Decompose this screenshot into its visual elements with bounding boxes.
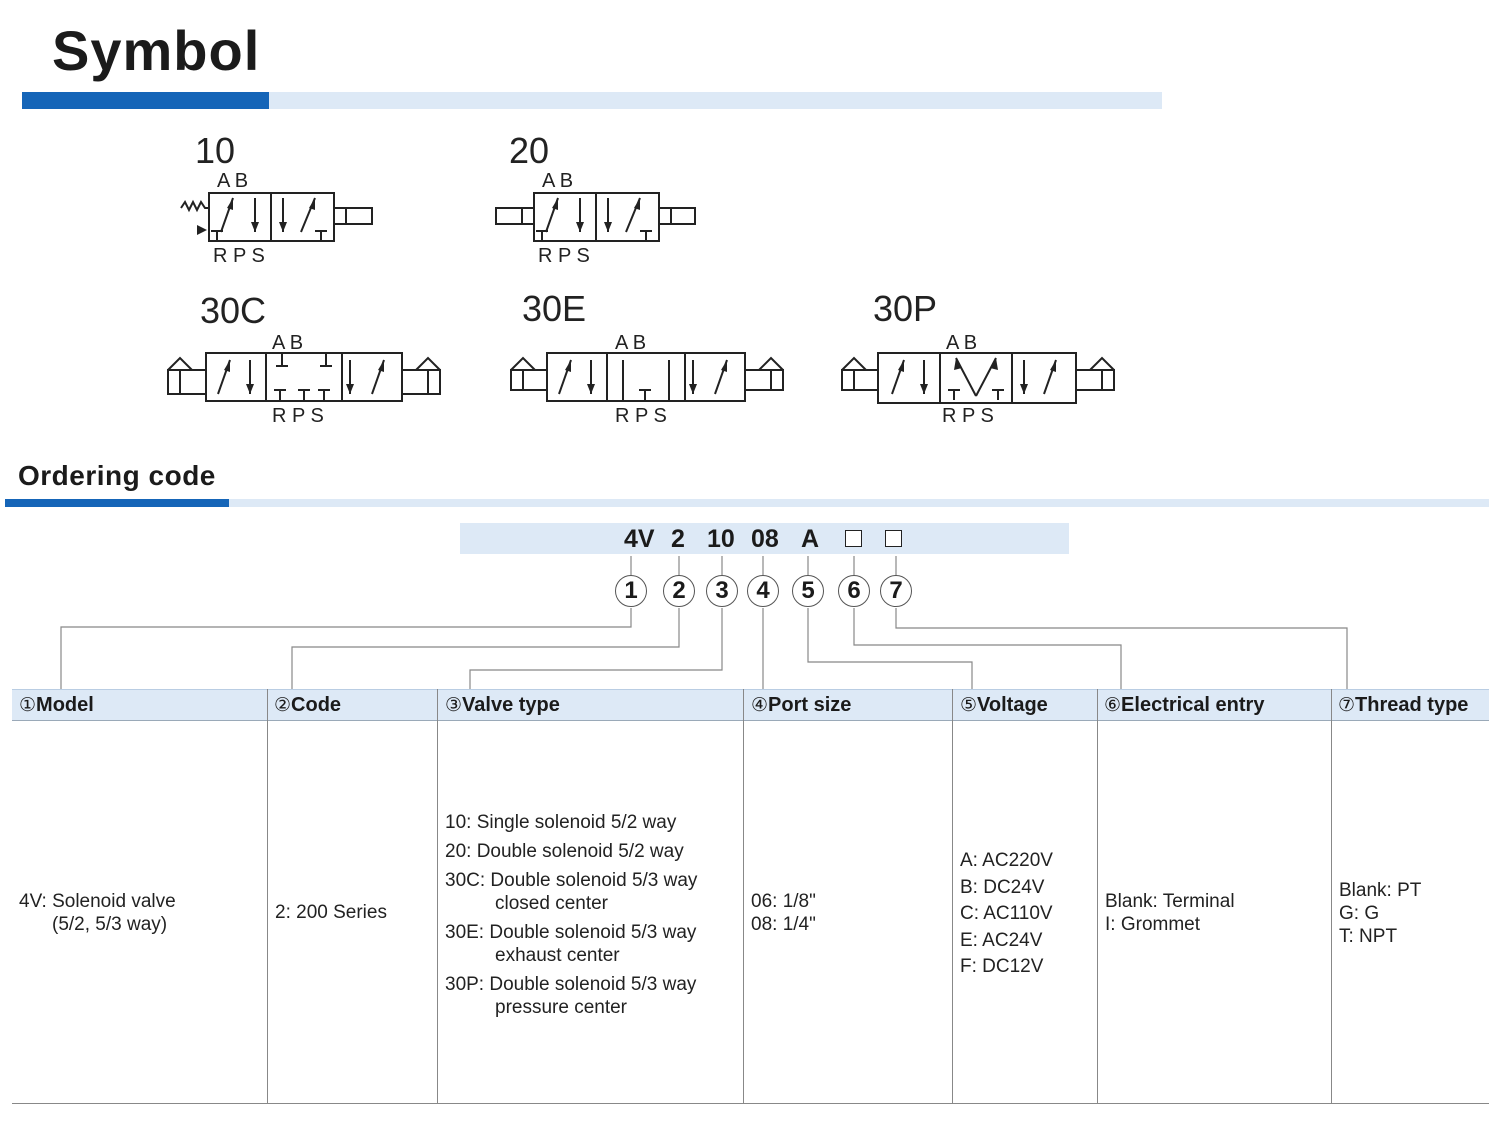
column-header-valve-type: ③Valve type bbox=[445, 694, 560, 716]
ordering-bar-accent bbox=[5, 499, 229, 507]
valve-symbol-10 bbox=[175, 168, 380, 268]
order-position-2: 2 bbox=[663, 575, 695, 607]
code-segment-voltage: A bbox=[801, 525, 820, 553]
table-bottom-border bbox=[12, 1103, 1489, 1104]
valve-symbol-30p bbox=[836, 328, 1121, 428]
order-position-4: 4 bbox=[747, 575, 779, 607]
svg-text:A B: A B bbox=[615, 332, 647, 354]
column-header-model: ①Model bbox=[19, 694, 94, 716]
order-position-7: 7 bbox=[880, 575, 912, 607]
order-position-5: 5 bbox=[792, 575, 824, 607]
svg-text:R P S: R P S bbox=[272, 405, 324, 427]
code-box-thread-type bbox=[885, 530, 902, 547]
code-segment-valve-type: 10 bbox=[707, 525, 735, 553]
symbol-section-title: Symbol bbox=[52, 19, 261, 82]
cell-voltage: A: AC220V B: DC24V C: AC110V E: AC24V F: DC12V bbox=[960, 850, 1053, 977]
svg-text:R P S: R P S bbox=[942, 405, 994, 427]
cell-code: 2: 200 Series bbox=[275, 902, 387, 923]
section-bar bbox=[269, 92, 1162, 109]
svg-text:A B: A B bbox=[272, 332, 304, 354]
column-header-electrical-entry: ⑥Electrical entry bbox=[1104, 694, 1265, 716]
symbol-label-20: 20 bbox=[509, 130, 550, 171]
code-segment-model: 4V bbox=[624, 525, 655, 553]
column-header-port-size: ④Port size bbox=[751, 694, 852, 716]
svg-text:A B: A B bbox=[542, 170, 574, 192]
ordering-section-title: Ordering code bbox=[18, 460, 216, 491]
column-divider bbox=[267, 689, 268, 1103]
connector-lines bbox=[0, 550, 1500, 690]
column-divider bbox=[1331, 689, 1332, 1103]
code-box-electrical-entry bbox=[845, 530, 862, 547]
column-divider bbox=[437, 689, 438, 1103]
svg-text:A B: A B bbox=[946, 332, 978, 354]
svg-text:A B: A B bbox=[217, 170, 249, 192]
svg-text:R P S: R P S bbox=[213, 245, 265, 267]
code-segment-code: 2 bbox=[671, 525, 685, 553]
symbol-label-10: 10 bbox=[195, 130, 236, 171]
order-position-1: 1 bbox=[615, 575, 647, 607]
ordering-bar bbox=[229, 499, 1489, 507]
column-header-voltage: ⑤Voltage bbox=[960, 694, 1048, 716]
column-header-thread-type: ⑦Thread type bbox=[1338, 694, 1469, 716]
svg-text:R P S: R P S bbox=[538, 245, 590, 267]
order-position-3: 3 bbox=[706, 575, 738, 607]
column-divider bbox=[743, 689, 744, 1103]
column-header-code: ②Code bbox=[274, 694, 342, 716]
order-position-6: 6 bbox=[838, 575, 870, 607]
code-segment-port-size: 08 bbox=[751, 525, 779, 553]
cell-thread-type: Blank: PT G: G T: NPT bbox=[1339, 880, 1422, 947]
svg-text:R P S: R P S bbox=[615, 405, 667, 427]
valve-symbol-30e bbox=[505, 328, 790, 428]
column-divider bbox=[952, 689, 953, 1103]
symbol-label-30p: 30P bbox=[873, 288, 938, 329]
symbol-label-30e: 30E bbox=[522, 288, 587, 329]
symbol-label-30c: 30C bbox=[200, 290, 267, 331]
cell-valve-type: 10: Single solenoid 5/2 way 20: Double solenoid 5/2 way 30C: Double solenoid 5/3 way closed center 30E: Double solenoid 5/3 way exhaust center 30P: Double solenoid 5/3 way pressure center bbox=[445, 812, 698, 1018]
column-divider bbox=[1097, 689, 1098, 1103]
valve-symbol-20 bbox=[490, 168, 700, 268]
cell-port-size: 06: 1/8" 08: 1/4" bbox=[751, 891, 816, 935]
section-bar-accent bbox=[22, 92, 269, 109]
cell-electrical-entry: Blank: Terminal I: Grommet bbox=[1105, 891, 1235, 935]
valve-symbol-30c bbox=[162, 328, 447, 428]
cell-model: 4V: Solenoid valve (5/2, 5/3 way) bbox=[19, 891, 176, 935]
